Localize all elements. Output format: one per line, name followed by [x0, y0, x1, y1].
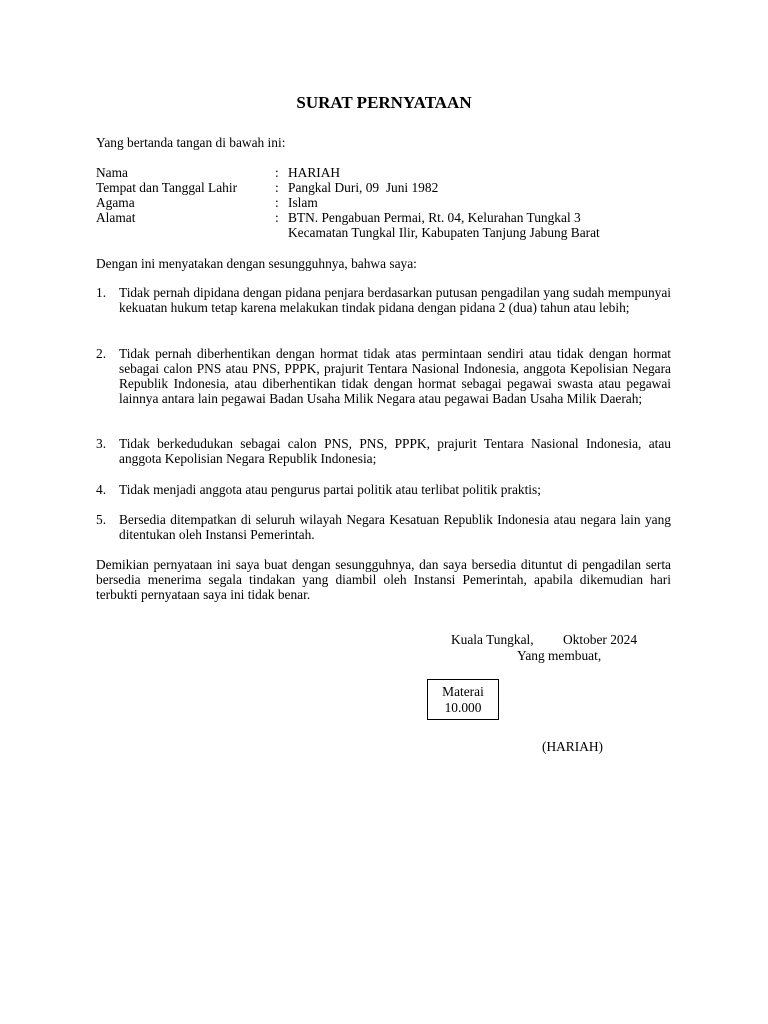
field-value-agama: Islam — [288, 195, 318, 210]
field-colon: : — [275, 165, 279, 180]
field-value-alamat-line2: Kecamatan Tungkal Ilir, Kabupaten Tanjung Jabung Barat — [288, 225, 600, 240]
signature-place: Kuala Tungkal, — [451, 632, 534, 647]
statement-intro: Dengan ini menyatakan dengan sesungguhnya, bahwa saya: — [96, 256, 417, 271]
field-label-agama: Agama — [96, 195, 135, 210]
item-number: 2. — [96, 346, 107, 361]
signature-made-by: Yang membuat, — [517, 648, 602, 663]
statement-item-1: Tidak pernah dipidana dengan pidana penjara berdasarkan putusan pengadilan yang sudah mempunyai kekuatan hukum tetap karena melakukan tindak pidana dengan pidana 2 (dua) tahun atau lebih; — [119, 285, 671, 315]
field-value-ttl: Pangkal Duri, 09 Juni 1982 — [288, 180, 439, 195]
stamp-value: 10.000 — [444, 700, 482, 715]
document-title: SURAT PERNYATAAN — [296, 93, 472, 112]
item-number: 5. — [96, 512, 107, 527]
signature-date: Oktober 2024 — [563, 632, 638, 647]
statement-item-5: Bersedia ditempatkan di seluruh wilayah Negara Kesatuan Republik Indonesia atau negara lain yang ditentukan oleh Instansi Pemerintah. — [119, 512, 671, 542]
statement-item-2: Tidak pernah diberhentikan dengan hormat tidak atas permintaan sendiri atau tidak dengan hormat sebagai calon PNS atau PNS, PPPK, prajurit Tentara Nasional Indonesia, anggota Kepolisian Negara Republik Indonesia, atau diberhentikan tidak dengan hormat sebagai pegawai swasta atau pegawai lainnya antara lain pegawai Badan Usaha Milik Negara atau pegawai Badan Usaha Milik Daerah; — [119, 346, 671, 406]
item-number: 1. — [96, 285, 107, 300]
field-label-nama: Nama — [96, 165, 128, 180]
field-value-nama: HARIAH — [288, 165, 341, 180]
statement-item-4: Tidak menjadi anggota atau pengurus partai politik atau terlibat politik praktis; — [119, 482, 541, 497]
stamp-label: Materai — [442, 684, 484, 699]
intro-text: Yang bertanda tangan di bawah ini: — [96, 135, 286, 150]
materai-stamp-box — [427, 679, 499, 720]
field-label-ttl: Tempat dan Tanggal Lahir — [96, 180, 238, 195]
closing-paragraph: Demikian pernyataan ini saya buat dengan sesungguhnya, dan saya bersedia dituntut di pengadilan serta bersedia menerima segala tindakan yang diambil oleh Instansi Pemerintah, apabila dikemudian hari terbukti pernyataan saya ini tidak benar. — [96, 557, 671, 602]
field-value-alamat: BTN. Pengabuan Permai, Rt. 04, Kelurahan Tungkal 3 — [288, 210, 581, 225]
item-number: 4. — [96, 482, 107, 497]
field-colon: : — [275, 195, 279, 210]
item-number: 3. — [96, 436, 107, 451]
statement-item-3: Tidak berkedudukan sebagai calon PNS, PNS, PPPK, prajurit Tentara Nasional Indonesia, atau anggota Kepolisian Negara Republik Indonesia; — [119, 436, 671, 466]
signature-name: (HARIAH) — [542, 739, 603, 754]
field-label-alamat: Alamat — [96, 210, 136, 225]
field-colon: : — [275, 180, 279, 195]
field-colon: : — [275, 210, 279, 225]
